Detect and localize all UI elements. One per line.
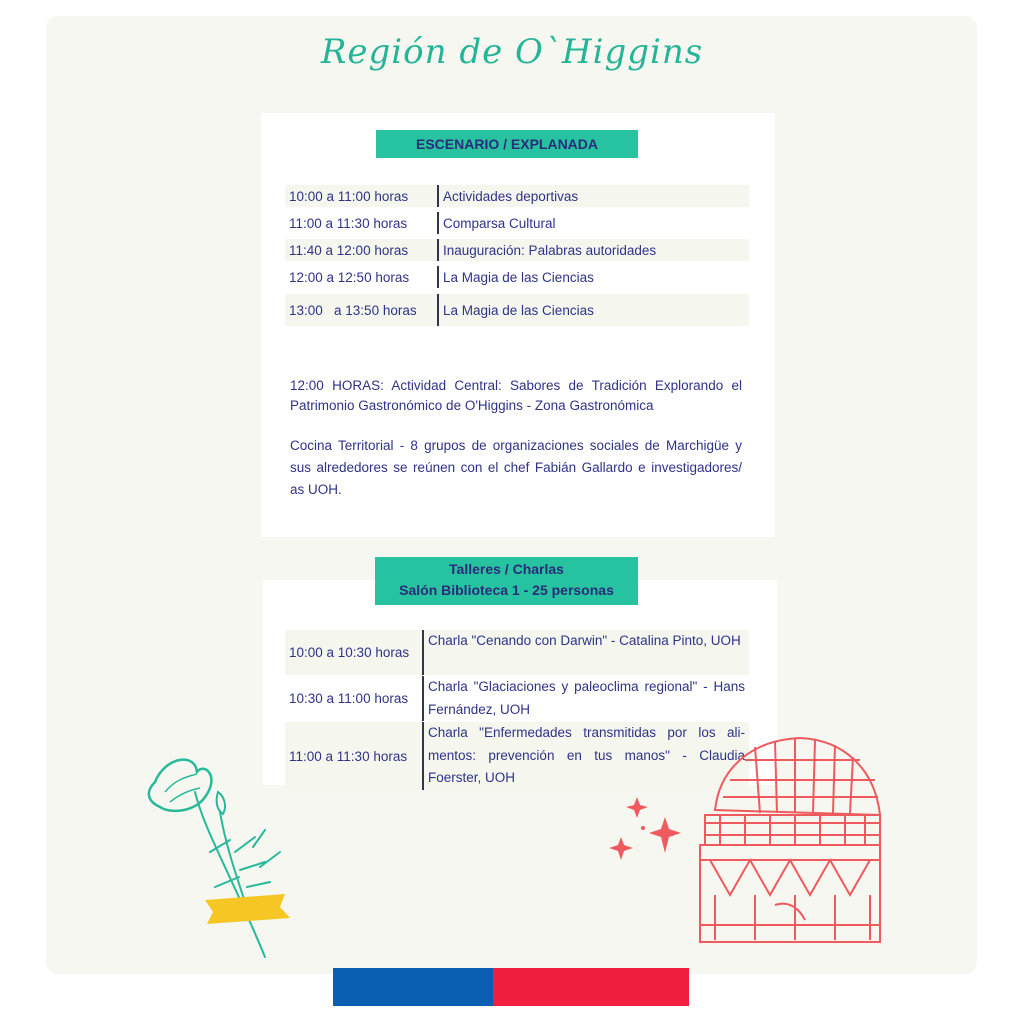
page-title: Región de O`Higgins bbox=[320, 32, 704, 72]
sparkle-icon bbox=[603, 795, 693, 865]
central-activity-text: 12:00 HORAS: Actividad Central: Sabores de Tradición Explorando el Patrimonio Gastronómico de O'Higgins - Zona Gastronómica bbox=[290, 378, 742, 413]
territorial-kitchen-text: Cocina Territorial - 8 grupos de organizaciones sociales de Marchigüe y sus alrededores se reúnen con el chef Fabián Gallardo e investigadores/ as UOH. bbox=[290, 438, 742, 497]
row-time: 13:00 a 13:50 horas bbox=[289, 302, 417, 318]
row-time: 10:30 a 11:00 horas bbox=[289, 691, 409, 706]
schedule-row bbox=[285, 722, 749, 790]
row-activity: Inauguración: Palabras autoridades bbox=[437, 239, 749, 261]
row-activity: La Magia de las Ciencias bbox=[437, 266, 749, 288]
schedule-row bbox=[285, 294, 749, 326]
row-time: 11:00 a 11:30 horas bbox=[289, 215, 408, 231]
stage-schedule bbox=[285, 185, 749, 326]
schedule-row bbox=[285, 676, 749, 721]
flag-blue-band bbox=[333, 968, 493, 1006]
row-time: 10:00 a 10:30 horas bbox=[289, 645, 410, 660]
schedule-row bbox=[285, 266, 749, 288]
stage-badge: ESCENARIO / EXPLANADA bbox=[376, 130, 638, 158]
schedule-row bbox=[285, 239, 749, 261]
workshops-badge-venue: Salón Biblioteca 1 - 25 personas bbox=[399, 582, 614, 598]
observatory-illustration bbox=[695, 735, 885, 950]
workshops-schedule bbox=[285, 630, 749, 790]
row-time: 11:40 a 12:00 horas bbox=[289, 242, 409, 258]
row-time: 12:00 a 12:50 horas bbox=[289, 269, 410, 285]
flag-red-band bbox=[493, 968, 689, 1006]
row-time: 10:00 a 11:00 horas bbox=[289, 188, 409, 204]
row-time: 11:00 a 11:30 horas bbox=[289, 748, 408, 764]
row-activity: La Magia de las Ciencias bbox=[437, 294, 749, 326]
row-activity: Charla "Cenando con Darwin" - Catalina Pinto, UOH bbox=[422, 630, 749, 675]
row-activity: Charla "Enfermedades transmitidas por los ali-mentos: prevención en tus manos" - Claudia Foerster, UOH bbox=[422, 722, 749, 790]
row-activity: Comparsa Cultural bbox=[437, 212, 749, 234]
schedule-row bbox=[285, 185, 749, 207]
schedule-row bbox=[285, 212, 749, 234]
row-activity: Actividades deportivas bbox=[437, 185, 749, 207]
schedule-row bbox=[285, 630, 749, 675]
flower-illustration bbox=[135, 752, 305, 962]
workshops-badge bbox=[375, 557, 638, 605]
row-activity: Charla "Glaciaciones y paleoclima regional" - Hans Fernández, UOH bbox=[422, 676, 749, 721]
workshops-badge-title: Talleres / Charlas bbox=[449, 561, 564, 577]
